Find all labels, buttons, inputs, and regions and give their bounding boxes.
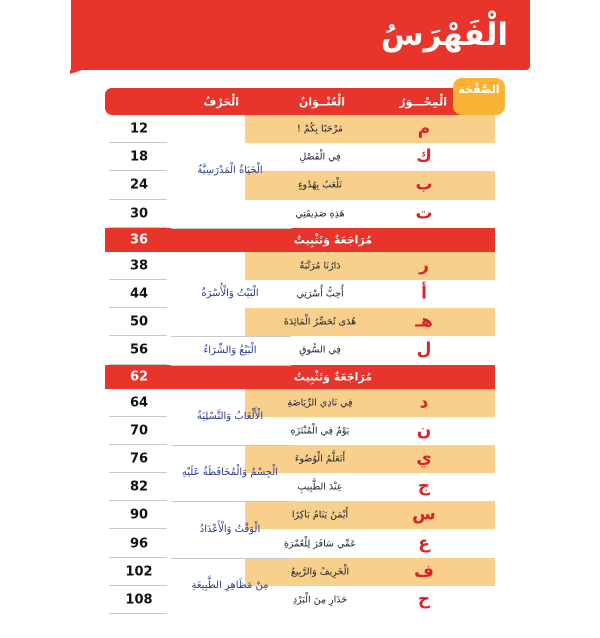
row-letter: ب (415, 174, 433, 195)
row-letter: ن (416, 420, 432, 441)
row-letter: م (417, 118, 431, 139)
page-title: الْفَهْرَسُ (380, 17, 508, 53)
theme-label: الْحَيَاةُ الْمَدْرَسِيَّةُ (197, 165, 263, 177)
row-letter: ر (419, 255, 429, 276)
theme-label: الْبَيْتُ وَالْأُسْرَةُ (201, 287, 259, 299)
column-header-page-label: الصَّفْحَة (458, 83, 500, 96)
row-title: فِي السُّوقِ (299, 344, 341, 356)
row-page-number: 12 (129, 121, 149, 137)
row-title: عِنْدَ الطَّبِيبِ (297, 481, 343, 493)
column-header-harf: الْحَرْفُ (203, 95, 239, 108)
row-page-number: 96 (129, 536, 149, 552)
table-row[interactable] (105, 200, 495, 228)
column-header-unwan: الْعُنْــوَانُ (298, 95, 345, 108)
row-letter: ل (416, 339, 432, 360)
column-header-mihwar: الْمِحْـــوَرُ (399, 95, 447, 108)
table-row[interactable] (105, 308, 495, 336)
table-row[interactable] (105, 143, 495, 171)
row-letter: د (419, 392, 429, 413)
row-page-number: 38 (129, 258, 149, 274)
row-page-number: 44 (129, 286, 149, 302)
table-row[interactable] (105, 280, 495, 308)
row-title: مَرْحَبًا بِكُمْ ! (296, 123, 344, 135)
table-row[interactable] (105, 252, 495, 280)
row-title: يَوْمٌ فِي الْمُنْتَزَهِ (290, 425, 350, 437)
row-page-number: 56 (129, 342, 149, 358)
row-letter: ك (416, 146, 432, 167)
theme-divider (171, 336, 291, 337)
theme-label: الْبَيْعُ وَالشِّرَاءُ (203, 344, 257, 356)
page-cell-rule (109, 613, 167, 614)
theme-label: الْأَلْعَابُ وَالتَّسْلِيَةُ (196, 410, 264, 422)
row-page-number: 64 (129, 395, 149, 411)
row-letter: أ (421, 283, 427, 304)
row-letter: ج (417, 476, 431, 497)
row-title: حَذَارِ مِنَ الْبَرْدِ (292, 594, 348, 606)
row-letter: ع (418, 533, 430, 554)
table-row[interactable] (105, 445, 495, 473)
table-body (105, 115, 495, 614)
row-title: الْخَرِيفُ وَالرَّبِيعُ (290, 566, 350, 578)
table-row[interactable] (105, 171, 495, 199)
row-page-number: 18 (129, 149, 149, 165)
column-header-page-badge (453, 78, 505, 115)
row-letter: ف (414, 561, 434, 582)
row-page-number: 50 (129, 314, 149, 330)
theme-label: الْوَقْتُ وَالْأَعْدَادُ (199, 523, 261, 535)
row-title: فِي الْفَصْلِ (299, 151, 341, 163)
review-row[interactable] (105, 228, 495, 252)
theme-divider (171, 365, 291, 366)
row-page-number: 102 (125, 564, 153, 580)
table-header-row (105, 83, 500, 115)
row-title: عَمِّي سَافَرَ لِلْعُمْرَةِ (283, 538, 357, 550)
row-page-number: 24 (129, 177, 149, 193)
row-title: أَتَعَلَّمُ الْوُضُوءَ (294, 453, 346, 465)
row-letter: هـ (415, 311, 433, 332)
theme-label: مِنْ مَظَاهِرِ الطَّبِيعَةِ (191, 579, 269, 591)
table-row[interactable] (105, 417, 495, 445)
row-letter: ي (416, 448, 432, 469)
table-row[interactable] (105, 586, 495, 614)
row-title: فِي نَادِي الرِّيَاضَةِ (287, 397, 353, 409)
table-row[interactable] (105, 473, 495, 501)
table-row[interactable] (105, 115, 495, 143)
row-letter: ت (415, 203, 433, 224)
row-letter: س (412, 504, 436, 525)
row-page-number: 30 (129, 206, 149, 222)
theme-divider (171, 228, 291, 229)
theme-label: الْجِسْمُ وَالْمُحَافَظَةُ عَلَيْهِ (181, 466, 279, 478)
page-header-banner (71, 0, 530, 70)
row-title: أُحِبُّ أُسْرَتِي (296, 288, 344, 300)
row-title: نَلْعَبُ بِهُدُوءٍ (298, 179, 342, 191)
review-row[interactable] (105, 365, 495, 389)
row-title: هُدَى تُحَضِّرُ الْمَائِدَةَ (283, 316, 357, 328)
review-row-page: 62 (129, 369, 149, 384)
row-page-number: 82 (129, 479, 149, 495)
row-title: هَذِهِ صَدِيقَتِي (295, 208, 345, 220)
table-row[interactable] (105, 558, 495, 586)
theme-divider (171, 558, 291, 559)
table-row[interactable] (105, 529, 495, 557)
row-title: أَيْمَنُ يَنَامُ بَاكِرًا (291, 509, 349, 521)
row-title: دَارُنَا مُرَتَّبَةٌ (299, 260, 341, 272)
review-row-page: 36 (129, 232, 149, 248)
row-page-number: 70 (129, 423, 149, 439)
review-row-label: مُرَاجَعَةٌ وَتَثْبِيتٌ (293, 233, 373, 247)
review-row-label: مُرَاجَعَةٌ وَتَثْبِيتٌ (293, 370, 373, 383)
row-page-number: 76 (129, 451, 149, 467)
row-page-number: 108 (125, 592, 153, 608)
table-row[interactable] (105, 336, 495, 364)
row-page-number: 90 (129, 507, 149, 523)
table-of-contents (105, 83, 500, 614)
theme-divider (171, 445, 291, 446)
row-letter: ح (417, 589, 431, 610)
theme-divider (171, 501, 291, 502)
table-row[interactable] (105, 501, 495, 529)
table-row[interactable] (105, 389, 495, 417)
